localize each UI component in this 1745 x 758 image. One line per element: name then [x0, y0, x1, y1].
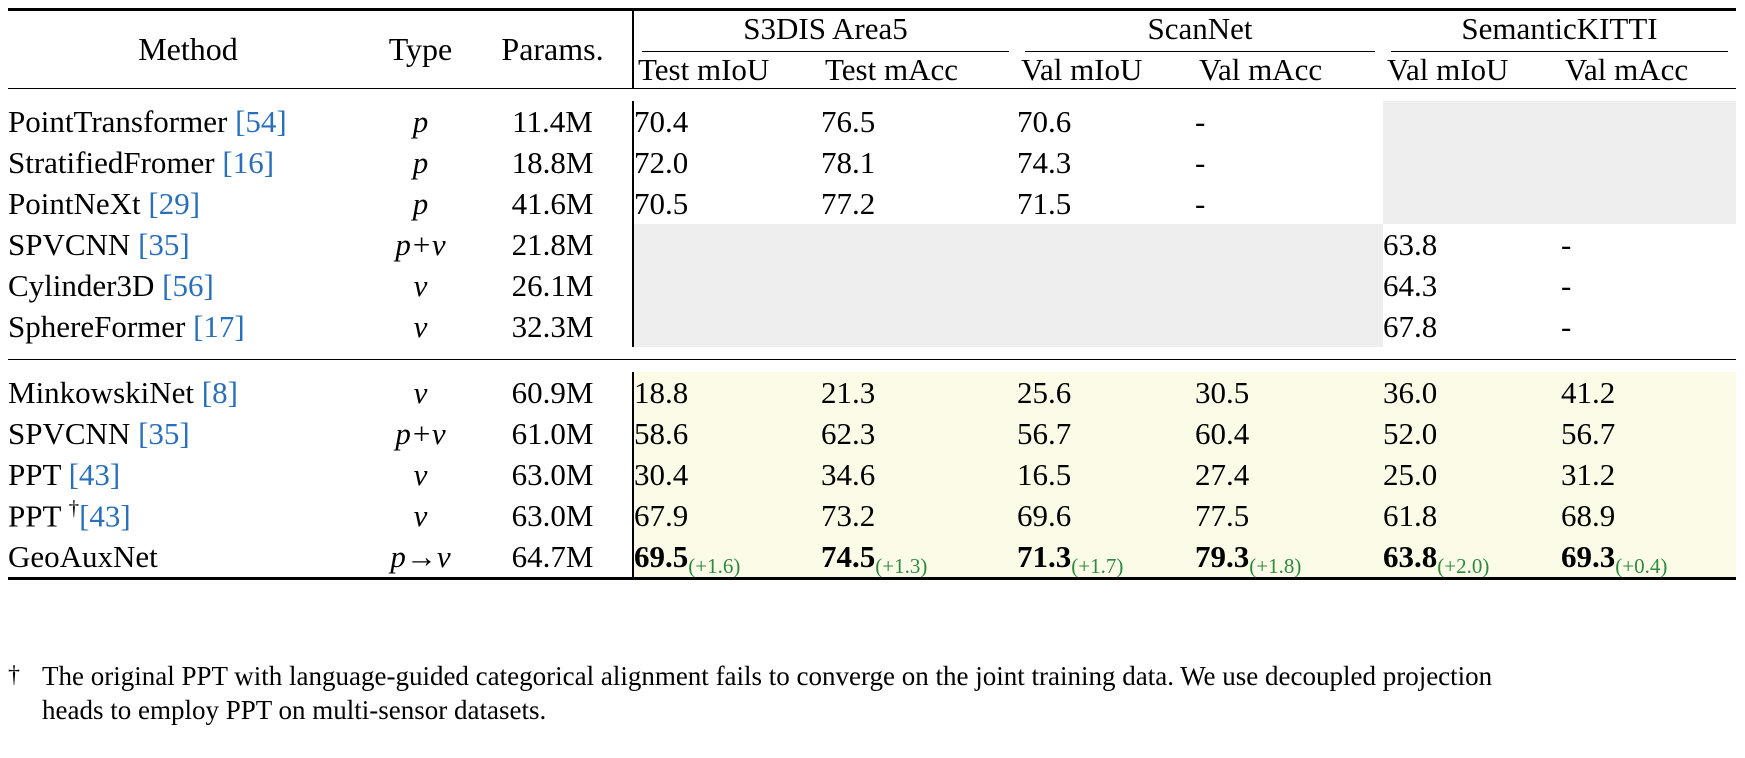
cell-scannet-val-macc — [1195, 306, 1383, 347]
row-method — [8, 372, 368, 413]
col-header-params: Params. — [501, 31, 604, 67]
row-type: v — [413, 456, 428, 492]
row-method-label: PointNeXt — [8, 185, 141, 221]
cell-s3dis-test-miou — [633, 306, 821, 347]
cell-scannet-val-macc: 27.4 — [1195, 454, 1383, 495]
table-row — [8, 101, 1736, 142]
row-method-ref[interactable]: [8] — [201, 374, 238, 410]
group-header-row — [8, 10, 1736, 53]
row-params: 41.6M — [511, 185, 594, 221]
row-type: v — [413, 497, 428, 533]
row-method-ref[interactable]: [35] — [138, 226, 190, 262]
cell-semantickitti-val-miou — [1383, 183, 1561, 224]
row-method-ref[interactable]: [29] — [148, 185, 201, 221]
row-params: 61.0M — [511, 415, 594, 451]
cell-semantickitti-val-macc: 31.2 — [1561, 454, 1736, 495]
row-type: v — [413, 374, 428, 410]
cell-s3dis-test-macc — [821, 265, 1017, 306]
cell-s3dis-test-miou: 18.8 — [633, 372, 821, 413]
cell-semantickitti-val-miou — [1383, 142, 1561, 183]
cell-s3dis-test-macc: 34.6 — [821, 454, 1017, 495]
results-table — [8, 8, 1736, 580]
cell-value: 79.3 — [1195, 538, 1250, 574]
cell-s3dis-test-macc: 21.3 — [821, 372, 1017, 413]
footnote-marker: † — [8, 662, 20, 688]
cell-delta: (+1.3) — [875, 553, 928, 578]
cell-value: 69.5 — [634, 538, 689, 574]
spacer-row-mid — [8, 347, 1736, 359]
cell-s3dis-test-macc: 76.5 — [821, 103, 876, 139]
row-method-label: StratifiedFromer — [8, 144, 215, 180]
cell-semantickitti-val-macc — [1561, 536, 1736, 577]
cell-s3dis-test-miou — [633, 536, 821, 577]
cell-semantickitti-val-miou — [1383, 101, 1561, 142]
cell-scannet-val-macc: - — [1195, 103, 1206, 139]
cell-value: 69.3 — [1561, 538, 1616, 574]
row-type: v — [413, 308, 428, 344]
cell-semantickitti-val-miou: 25.0 — [1383, 454, 1561, 495]
cell-semantickitti-val-macc: 68.9 — [1561, 495, 1736, 536]
table-row — [8, 306, 1736, 347]
row-method-label: PPT — [8, 456, 69, 492]
cell-scannet-val-macc: 30.5 — [1195, 372, 1383, 413]
cell-s3dis-test-macc: 62.3 — [821, 413, 1017, 454]
table-row — [8, 372, 1736, 413]
col-header-type: Type — [388, 31, 453, 67]
row-method — [8, 101, 368, 142]
row-type: v — [413, 267, 428, 303]
group-header-semantickitti-label: SemanticKITTI — [1461, 11, 1658, 46]
row-method-label: MinkowskiNet — [8, 374, 202, 410]
row-type: p — [412, 185, 429, 221]
cell-semantickitti-val-macc: - — [1561, 267, 1572, 303]
cell-semantickitti-val-miou: 67.8 — [1383, 308, 1438, 344]
row-method — [8, 142, 368, 183]
row-method-label: SphereFormer — [8, 308, 186, 344]
row-params: 32.3M — [511, 308, 594, 344]
cell-semantickitti-val-miou: 61.8 — [1383, 495, 1561, 536]
row-method — [8, 224, 368, 265]
table-row — [8, 413, 1736, 454]
cell-semantickitti-val-macc — [1561, 142, 1736, 183]
dagger-marker: † — [68, 496, 80, 521]
row-method-label: SPVCNN — [8, 415, 131, 451]
table-row — [8, 142, 1736, 183]
table-row — [8, 265, 1736, 306]
cell-s3dis-test-miou: 67.9 — [633, 495, 821, 536]
row-method-label: PPT — [8, 498, 69, 534]
cell-s3dis-test-miou: 30.4 — [633, 454, 821, 495]
row-type: p — [412, 144, 429, 180]
row-method-label: SPVCNN — [8, 226, 131, 262]
row-method-label: Cylinder3D — [8, 267, 155, 303]
cell-s3dis-test-miou: 70.5 — [633, 183, 821, 224]
cell-scannet-val-macc — [1195, 265, 1383, 306]
cell-semantickitti-val-miou — [1383, 536, 1561, 577]
row-method — [8, 183, 368, 224]
cell-delta: (+1.7) — [1071, 553, 1124, 578]
cell-semantickitti-val-miou: 52.0 — [1383, 413, 1561, 454]
table-row — [8, 495, 1736, 536]
row-method — [8, 413, 368, 454]
cell-scannet-val-miou — [1017, 306, 1195, 347]
table-row — [8, 224, 1736, 265]
table-row — [8, 183, 1736, 224]
spacer-row-top — [8, 89, 1736, 102]
cell-scannet-val-macc: 77.5 — [1195, 495, 1383, 536]
cell-s3dis-test-macc — [821, 224, 1017, 265]
row-method-label: PointTransformer — [8, 103, 228, 139]
cell-s3dis-test-macc: 77.2 — [821, 185, 876, 221]
col-header-semantickitti-val-macc: Val mAcc — [1565, 52, 1689, 87]
cell-s3dis-test-miou: 58.6 — [633, 413, 821, 454]
cell-s3dis-test-miou: 72.0 — [633, 142, 821, 183]
cell-semantickitti-val-miou: 64.3 — [1383, 267, 1438, 303]
spacer-row-mid2 — [8, 360, 1736, 373]
cell-s3dis-test-macc — [821, 536, 1017, 577]
cell-semantickitti-val-macc — [1561, 101, 1736, 142]
cell-delta: (+0.4) — [1615, 553, 1668, 578]
row-params: 21.8M — [511, 226, 594, 262]
cell-scannet-val-miou: 25.6 — [1017, 372, 1195, 413]
row-params: 63.0M — [511, 497, 594, 533]
cell-scannet-val-miou: 69.6 — [1017, 495, 1195, 536]
cell-s3dis-test-macc: 73.2 — [821, 495, 1017, 536]
table-page — [0, 8, 1745, 758]
cell-scannet-val-miou: 70.6 — [1017, 103, 1072, 139]
row-params: 18.8M — [511, 144, 594, 180]
cell-delta: (+1.8) — [1249, 553, 1302, 578]
cell-semantickitti-val-miou: 63.8 — [1383, 226, 1438, 262]
col-header-scannet-val-macc: Val mAcc — [1199, 52, 1323, 87]
row-method-ref[interactable]: [54] — [235, 103, 287, 139]
col-header-method: Method — [138, 31, 238, 67]
row-type: p+v — [395, 415, 446, 451]
row-params: 63.0M — [511, 456, 594, 492]
cell-scannet-val-miou: 71.5 — [1017, 185, 1072, 221]
col-header-scannet-val-miou: Val mIoU — [1021, 52, 1143, 87]
group-header-semantickitti — [1383, 10, 1736, 53]
cell-semantickitti-val-miou: 36.0 — [1383, 372, 1561, 413]
cell-s3dis-test-miou — [633, 265, 821, 306]
row-type: p — [412, 103, 429, 139]
row-type: p+v — [395, 226, 446, 262]
cell-semantickitti-val-macc — [1561, 183, 1736, 224]
row-method-ref[interactable]: [43] — [68, 456, 121, 492]
group-header-scannet — [1017, 10, 1383, 53]
cell-s3dis-test-macc: 78.1 — [821, 144, 876, 180]
cell-scannet-val-miou: 16.5 — [1017, 454, 1195, 495]
row-method-ref[interactable]: [16] — [222, 144, 275, 180]
col-header-semantickitti-val-miou: Val mIoU — [1387, 52, 1509, 87]
row-params: 11.4M — [512, 103, 593, 139]
cell-scannet-val-miou — [1017, 265, 1195, 306]
cell-value: 63.8 — [1383, 538, 1438, 574]
cell-scannet-val-macc: - — [1195, 144, 1206, 180]
cell-s3dis-test-miou: 70.4 — [633, 101, 821, 142]
row-type: p→v — [390, 538, 451, 574]
table-row — [8, 454, 1736, 495]
cell-value: 74.5 — [821, 538, 876, 574]
row-method: GeoAuxNet — [8, 538, 158, 574]
cell-scannet-val-macc — [1195, 536, 1383, 577]
cell-semantickitti-val-macc: 56.7 — [1561, 413, 1736, 454]
cell-s3dis-test-miou — [633, 224, 821, 265]
col-header-s3dis-test-macc: Test mAcc — [825, 52, 958, 87]
col-header-s3dis-test-miou: Test mIoU — [633, 52, 821, 88]
footnote-line-2: heads to employ PPT on multi-sensor datasets. — [42, 694, 547, 725]
cell-delta: (+1.6) — [688, 553, 741, 578]
group-header-s3dis — [633, 10, 1017, 53]
cell-scannet-val-miou: 56.7 — [1017, 413, 1195, 454]
footnote-line-1: The original PPT with language-guided categorical alignment fails to converge on the joint training data. We use decoupled projection — [42, 661, 1493, 691]
cell-scannet-val-miou: 74.3 — [1017, 144, 1072, 180]
row-method — [8, 265, 368, 306]
cell-scannet-val-macc: 60.4 — [1195, 413, 1383, 454]
row-method — [8, 454, 368, 495]
row-method-ref[interactable]: [17] — [193, 308, 245, 344]
row-params: 64.7M — [511, 538, 594, 574]
cell-semantickitti-val-macc: - — [1561, 308, 1572, 344]
cell-scannet-val-macc: - — [1195, 185, 1206, 221]
cell-semantickitti-val-macc: - — [1561, 226, 1572, 262]
row-method — [8, 306, 368, 347]
cell-value: 71.3 — [1017, 538, 1072, 574]
cell-scannet-val-miou — [1017, 224, 1195, 265]
row-method — [8, 495, 368, 536]
row-method-ref[interactable]: [35] — [138, 415, 190, 451]
table-row-highlight — [8, 536, 1736, 577]
cell-s3dis-test-macc — [821, 306, 1017, 347]
group-header-scannet-label: ScanNet — [1147, 11, 1253, 46]
cell-scannet-val-macc — [1195, 224, 1383, 265]
row-method-ref[interactable]: [43] — [79, 498, 131, 534]
cell-semantickitti-val-macc: 41.2 — [1561, 372, 1736, 413]
cell-delta: (+2.0) — [1437, 553, 1490, 578]
row-params: 26.1M — [511, 267, 594, 303]
row-method-ref[interactable]: [56] — [162, 267, 214, 303]
cell-scannet-val-miou — [1017, 536, 1195, 577]
row-params: 60.9M — [511, 374, 594, 410]
table-footnote — [8, 660, 1738, 728]
group-header-s3dis-label: S3DIS Area5 — [743, 11, 908, 46]
